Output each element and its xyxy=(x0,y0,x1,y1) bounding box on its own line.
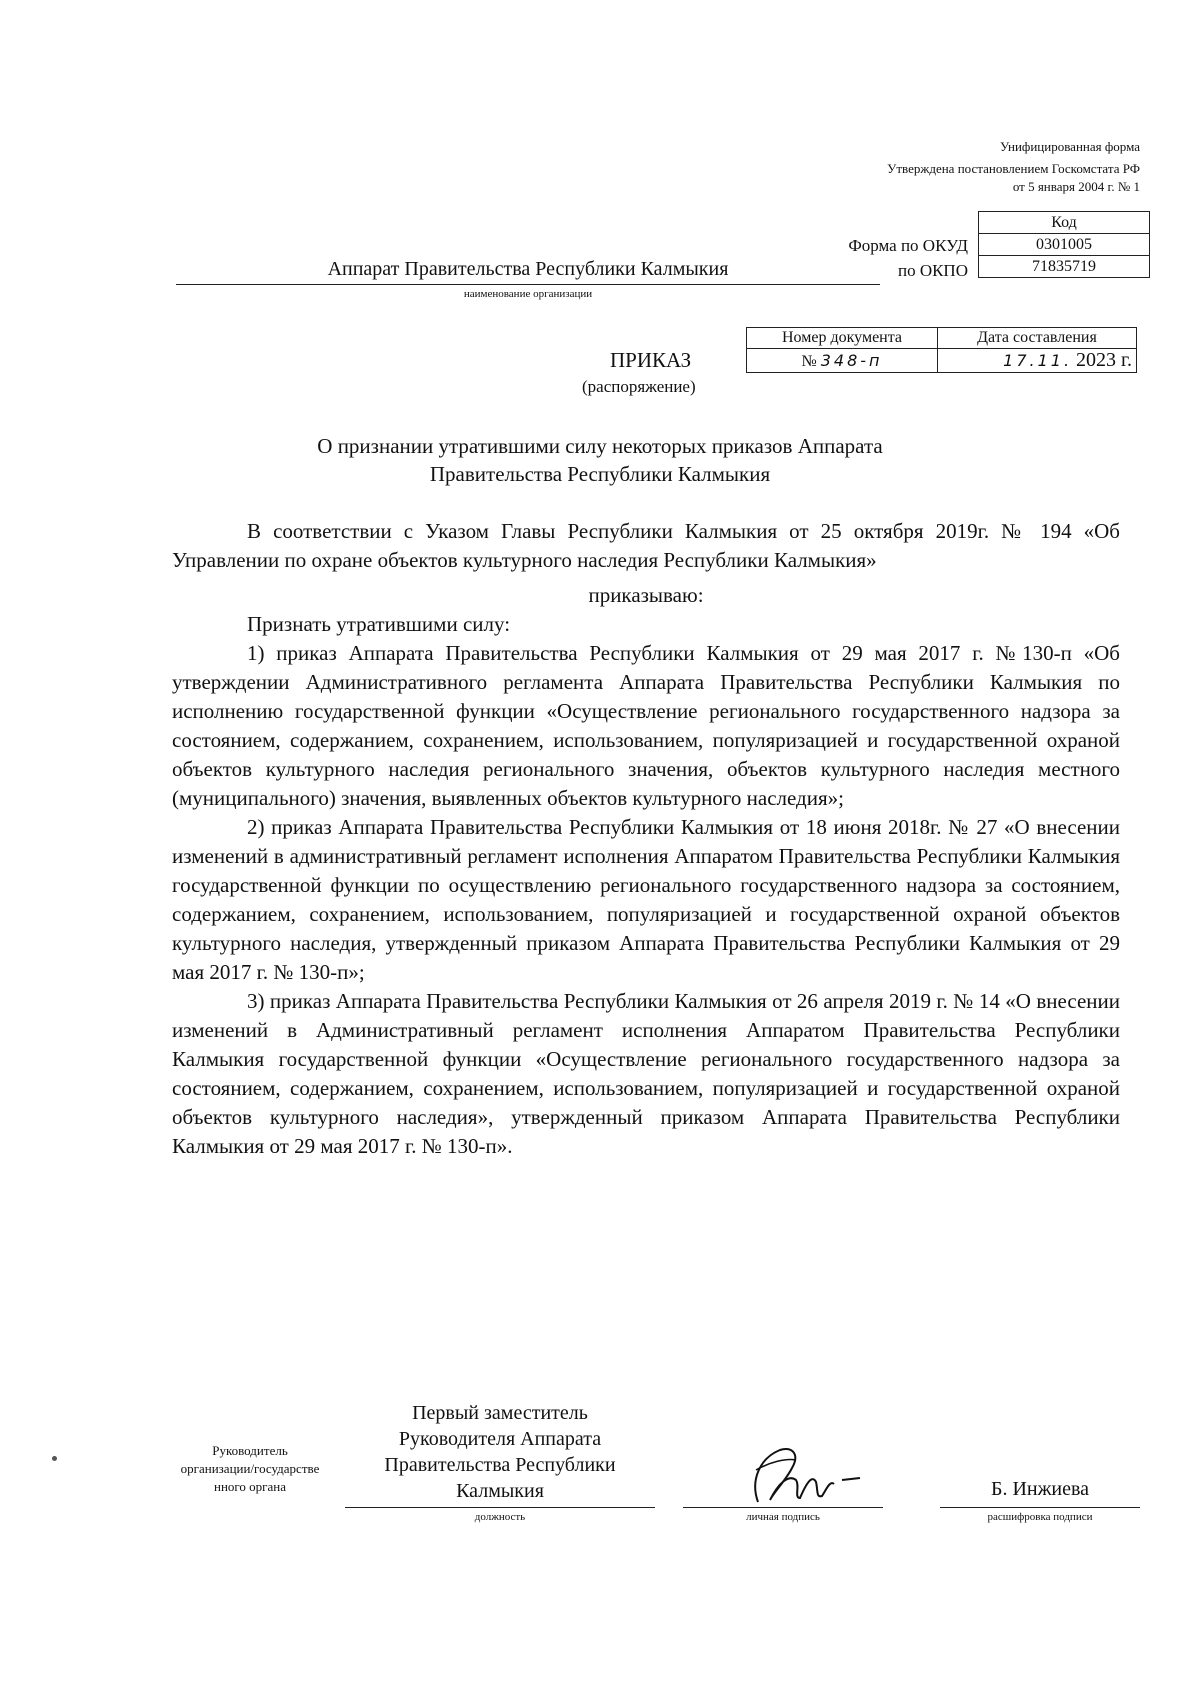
order-item-1: 1) приказ Аппарата Правительства Республики Калмыкия от 29 мая 2017 г. №130-п «Об утверждении Административного регламента Аппарата Правительства Республики Калмыкия по исполнению государственной функции «Осуществление регионального государственного надзора за состоянием, содержанием, сохранением, использованием, популяризацией и государственной охраной объектов культурного наследия регионального значения, объектов культурного наследия местного (муниципального) значения, выявленных объектов культурного наследия»; xyxy=(172,641,1120,810)
position-line2: Руководителя Аппарата xyxy=(398,1428,602,1450)
head-label xyxy=(160,1442,340,1496)
form-header xyxy=(887,138,1140,196)
okud-value: 0301005 xyxy=(979,234,1150,256)
signature-line xyxy=(683,1507,883,1508)
date-year: 2023 г. xyxy=(1076,349,1132,371)
name-caption: расшифровка подписи xyxy=(987,1511,1093,1523)
preamble: В соответствии с Указом Главы Республики Калмыкия от 25 октября 2019г. № 194 «Об Управлении по охране объектов культурного наследия Республики Калмыкия» xyxy=(172,519,1120,572)
date-value: 17.11. xyxy=(1003,351,1073,370)
head-label-1: Руководитель xyxy=(212,1443,288,1458)
document-title xyxy=(200,432,1000,488)
okpo-value: 71835719 xyxy=(979,256,1150,278)
date-header: Дата составления xyxy=(938,328,1137,349)
position-line4: Калмыкия xyxy=(456,1480,544,1502)
order-intro: Признать утратившими силу: xyxy=(247,612,511,636)
organization-caption: наименование организации xyxy=(463,288,593,300)
form-header-line1: Унифицированная форма xyxy=(999,139,1140,154)
code-table xyxy=(978,211,1150,278)
form-header-line2: Утверждена постановлением Госкомстата РФ xyxy=(887,161,1140,176)
document-number xyxy=(747,349,938,373)
document-type: ПРИКАЗ xyxy=(610,348,692,372)
order-item-3: 3) приказ Аппарата Правительства Республики Калмыкия от 26 апреля 2019 г. № 14 «О внесении изменений в Административный регламент исполнения Аппаратом Правительства Республики Калмыкия государственной функции «Осуществление регионального государственного надзора за состоянием, содержанием, сохранением, использованием, популяризацией и государственной охраной объектов культурного наследия», утвержденный приказом Аппарата Правительства Республики Калмыкия от 29 мая 2017 г. № 130-п». xyxy=(172,989,1120,1158)
title-line1: О признании утратившими силу некоторых приказов Аппарата xyxy=(317,434,883,458)
order-item-2: 2) приказ Аппарата Правительства Республики Калмыкия от 18 июня 2018г. № 27 «О внесении изменений в административный регламент исполнения Аппаратом Правительства Республики Калмыкия государственной функции по осуществлению регионального государственного надзора за состоянием, содержанием, сохранением, использованием, популяризацией и государственной охраной объектов культурного наследия, утвержденный приказом Аппарата Правительства Республики Калмыкия от 29 мая 2017 г. № 130-п»; xyxy=(172,815,1120,984)
position-line3: Правительства Республики xyxy=(384,1454,616,1476)
head-label-2: организации/государстве xyxy=(180,1461,320,1476)
number-header: Номер документа xyxy=(747,328,938,349)
scan-speck xyxy=(52,1456,57,1461)
document-body xyxy=(172,517,1120,1161)
document-subtype: (распоряжение) xyxy=(582,377,696,396)
signer-name: Б. Инжиева xyxy=(990,1478,1090,1500)
name-line xyxy=(940,1507,1140,1508)
head-label-3: нного органа xyxy=(213,1479,286,1494)
code-header: Код xyxy=(979,212,1150,234)
number-value: 348-п xyxy=(820,350,883,370)
document-number-table xyxy=(746,327,1137,373)
handwritten-signature xyxy=(730,1440,870,1510)
organization-name: Аппарат Правительства Республики Калмыкия xyxy=(327,258,729,280)
position-line1: Первый заместитель xyxy=(412,1402,588,1424)
position-caption: должность xyxy=(474,1511,526,1523)
number-prefix: № xyxy=(801,352,817,370)
okud-label: Форма по ОКУД xyxy=(848,236,968,255)
form-header-line3: от 5 января 2004 г. № 1 xyxy=(1012,179,1140,194)
signer-position xyxy=(345,1400,655,1504)
document-date xyxy=(938,349,1137,373)
okpo-label: по ОКПО xyxy=(897,261,968,280)
signature-caption: личная подпись xyxy=(746,1511,820,1523)
position-line xyxy=(345,1507,655,1508)
order-word: приказываю: xyxy=(588,583,704,607)
title-line2: Правительства Республики Калмыкия xyxy=(429,462,771,486)
